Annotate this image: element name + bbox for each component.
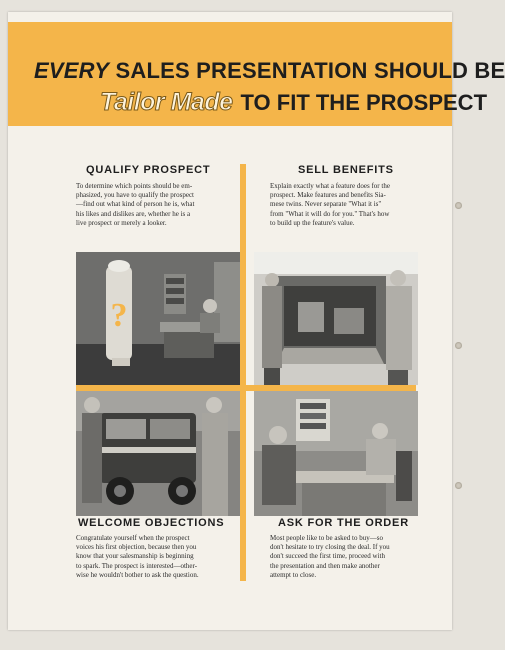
header-banner <box>8 22 505 126</box>
binder-hole-icon <box>455 342 462 349</box>
vertical-divider-top <box>240 164 246 389</box>
ask-for-order-text: Most people like to be asked to buy—so don't hesitate to try closing the deal. If you don't succeed the first time, proceed with the presentation and then make another attempt to close. <box>270 534 390 579</box>
welcome-objections-text: Congratulate yourself when the prospect voices his first objection, because then you know that your salesmanship is beginning to spark. The prospect is interested—other- wise he wouldn't bother to ask the question. <box>76 534 199 579</box>
photo-qualify-prospect <box>76 252 240 385</box>
sell-benefits-title: SELL BENEFITS <box>298 164 394 176</box>
headline-line-2 <box>100 88 487 117</box>
question-mark: ? <box>110 297 128 334</box>
headline-line-1-rest: SALES PRESENTATION SHOULD BE <box>115 58 505 83</box>
sell-benefits-text: Explain exactly what a feature does for the prospect. Make features and benefits Sia- mese twins. Never separate "What it is" from "What it will do for you." That's how to build up the feature's value. <box>270 182 390 227</box>
qualify-prospect-text: To determine which points should be em- phasized, you have to qualify the prospect —find out what kind of person he is, what his likes and dislikes are, whether he is a live prospect or merely a looker. <box>76 182 195 227</box>
tailor-made-logo: Tailor Made <box>100 88 233 116</box>
headline-every: EVERY <box>34 58 110 83</box>
headline-line-1 <box>34 58 505 84</box>
headline-line-2-rest: TO FIT THE PROSPECT <box>240 90 488 115</box>
binder-hole-icon <box>455 482 462 489</box>
photo-ask-for-order <box>254 391 418 516</box>
welcome-objections-title: WELCOME OBJECTIONS <box>78 517 225 529</box>
binder-hole-icon <box>455 202 462 209</box>
qualify-prospect-title: QUALIFY PROSPECT <box>86 164 211 176</box>
photo-sell-benefits <box>254 252 418 385</box>
brochure-page <box>8 12 505 630</box>
vertical-divider-bottom <box>240 389 246 581</box>
photo-welcome-objections <box>76 391 240 516</box>
ask-for-order-title: ASK FOR THE ORDER <box>278 517 409 529</box>
